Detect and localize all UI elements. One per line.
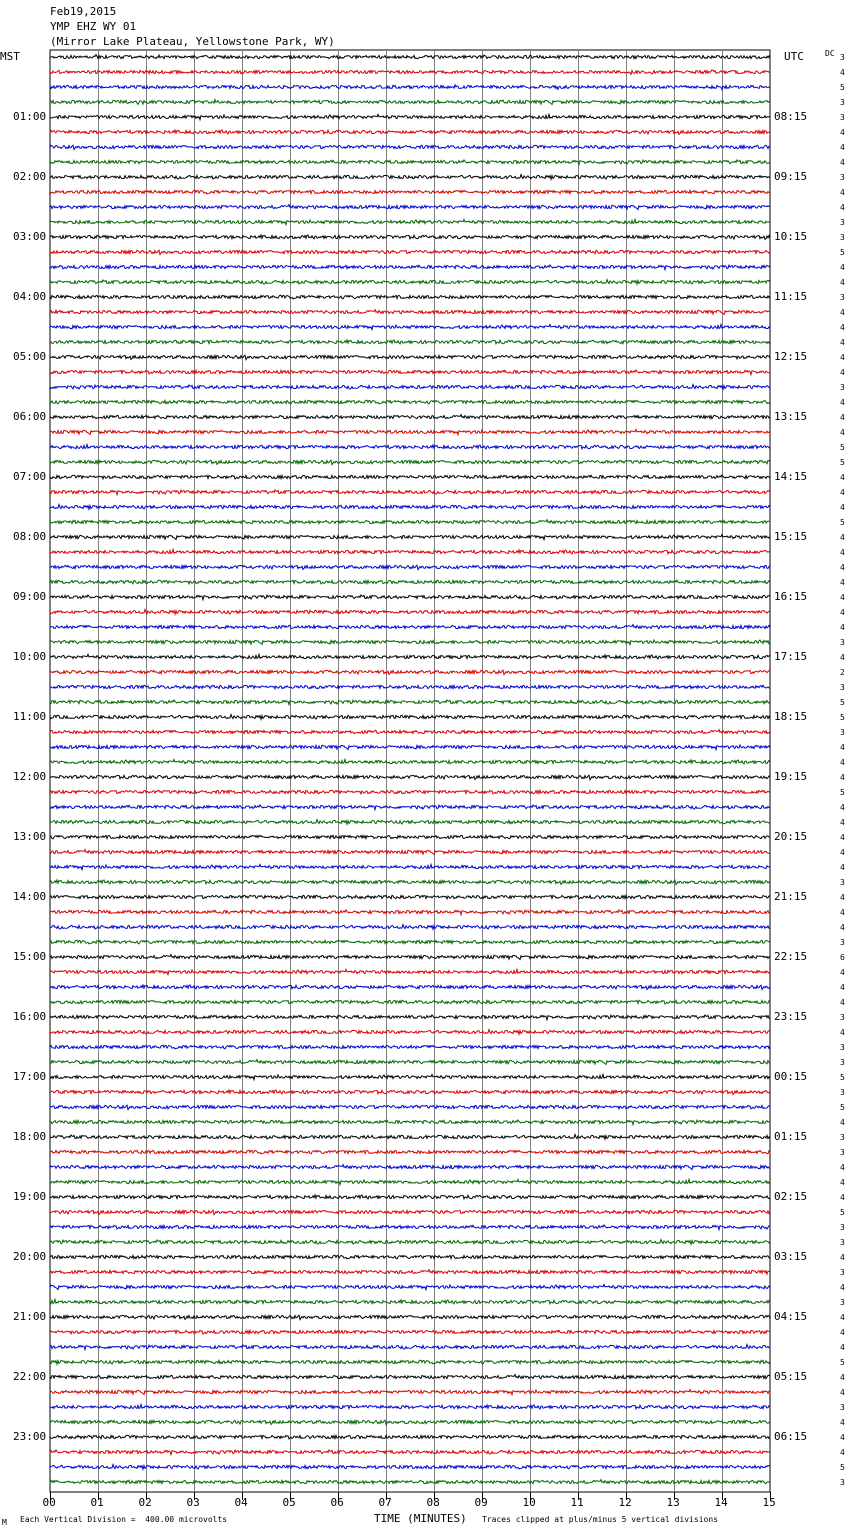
- left-hour-label: 06:00: [13, 410, 47, 423]
- trace-row-17: [50, 310, 770, 315]
- x-tick-label: 04: [234, 1496, 248, 1509]
- footer-mark: M: [2, 1518, 7, 1527]
- dc-value: 5: [840, 83, 845, 92]
- trace-row-94: [50, 1465, 770, 1470]
- trace-row-48: [50, 775, 770, 779]
- trace-row-57: [50, 910, 770, 915]
- dc-value: 4: [840, 923, 845, 932]
- trace-row-47: [50, 759, 770, 763]
- dc-value: 4: [840, 908, 845, 917]
- dc-value: 4: [840, 428, 845, 437]
- dc-value: 3: [840, 878, 845, 887]
- right-hour-label: 09:15: [774, 170, 808, 183]
- trace-row-33: [50, 549, 770, 553]
- date-title: Feb19,2015: [50, 5, 117, 18]
- trace-row-12: [50, 235, 770, 240]
- left-hour-label: 02:00: [13, 170, 47, 183]
- trace-row-50: [50, 805, 770, 810]
- trace-row-30: [50, 505, 770, 510]
- trace-row-77: [50, 1210, 770, 1214]
- trace-row-4: [50, 114, 770, 119]
- dc-value: 3: [840, 1148, 845, 1157]
- trace-row-32: [50, 534, 770, 539]
- x-tick-label: 10: [522, 1496, 536, 1509]
- trace-row-67: [50, 1060, 770, 1065]
- trace-row-10: [50, 205, 770, 210]
- dc-value: 5: [840, 1103, 845, 1112]
- trace-row-20: [50, 355, 770, 359]
- trace-row-39: [50, 640, 770, 645]
- dc-label: DC: [825, 49, 835, 58]
- trace-row-69: [50, 1090, 770, 1095]
- dc-value: 4: [840, 578, 845, 587]
- dc-value: 4: [840, 1193, 845, 1202]
- right-hour-label: 00:15: [774, 1070, 808, 1083]
- dc-value: 4: [840, 263, 845, 272]
- dc-value: 4: [840, 1373, 845, 1382]
- trace-row-6: [50, 145, 770, 149]
- trace-row-38: [50, 625, 770, 629]
- trace-row-56: [50, 895, 770, 899]
- dc-value: 3: [840, 53, 845, 62]
- trace-row-55: [50, 880, 770, 885]
- dc-value: 3: [840, 1133, 845, 1142]
- dc-value: 4: [840, 533, 845, 542]
- dc-value: 4: [840, 743, 845, 752]
- dc-value: 5: [840, 1073, 845, 1082]
- dc-value: 4: [840, 1448, 845, 1457]
- dc-value: 4: [840, 143, 845, 152]
- trace-row-42: [50, 685, 770, 689]
- trace-row-23: [50, 400, 770, 404]
- dc-value: 3: [840, 173, 845, 182]
- dc-value: 4: [840, 203, 845, 212]
- clip-note: Traces clipped at plus/minus 5 vertical divisions: [482, 1515, 719, 1524]
- dc-value: 5: [840, 1463, 845, 1472]
- trace-row-41: [50, 670, 770, 674]
- dc-value: 3: [840, 293, 845, 302]
- right-axis-label: UTC: [784, 50, 804, 63]
- dc-value: 4: [840, 473, 845, 482]
- left-hour-label: 19:00: [13, 1190, 47, 1203]
- dc-value: 4: [840, 278, 845, 287]
- trace-row-53: [50, 850, 770, 855]
- right-hour-label: 14:15: [774, 470, 808, 483]
- left-hour-label: 14:00: [13, 890, 47, 903]
- trace-row-59: [50, 940, 770, 944]
- trace-row-85: [50, 1330, 770, 1334]
- dc-value: 4: [840, 1118, 845, 1127]
- dc-value: 4: [840, 848, 845, 857]
- trace-row-70: [50, 1105, 770, 1109]
- dc-value: 4: [840, 548, 845, 557]
- x-tick-label: 15: [762, 1496, 776, 1509]
- dc-value: 5: [840, 1358, 845, 1367]
- dc-value: 4: [840, 653, 845, 662]
- right-hour-label: 10:15: [774, 230, 808, 243]
- right-hour-label: 22:15: [774, 950, 808, 963]
- dc-value: 4: [840, 68, 845, 77]
- dc-value: 5: [840, 788, 845, 797]
- right-hour-label: 23:15: [774, 1010, 808, 1023]
- right-hour-label: 12:15: [774, 350, 808, 363]
- right-hour-label: 02:15: [774, 1190, 808, 1203]
- left-hour-label: 10:00: [13, 650, 47, 663]
- dc-value: 5: [840, 443, 845, 452]
- dc-value: 4: [840, 368, 845, 377]
- trace-row-79: [50, 1240, 770, 1245]
- trace-row-80: [50, 1255, 770, 1259]
- x-tick-label: 07: [378, 1496, 392, 1509]
- x-tick-label: 06: [330, 1496, 344, 1509]
- trace-row-1: [50, 70, 770, 75]
- x-tick-label: 11: [570, 1496, 584, 1509]
- trace-row-34: [50, 565, 770, 569]
- dc-value: 3: [840, 1268, 845, 1277]
- dc-value: 4: [840, 608, 845, 617]
- dc-value: 4: [840, 893, 845, 902]
- dc-value: 3: [840, 1478, 845, 1487]
- x-tick-label: 08: [426, 1496, 440, 1509]
- trace-row-54: [50, 864, 770, 869]
- left-hour-label: 16:00: [13, 1010, 47, 1023]
- dc-value: 4: [840, 398, 845, 407]
- left-axis-label: MST: [0, 50, 20, 63]
- dc-value: 3: [840, 383, 845, 392]
- trace-row-66: [50, 1045, 770, 1049]
- station-title: YMP EHZ WY 01: [50, 20, 137, 33]
- right-hour-label: 16:15: [774, 590, 808, 603]
- x-tick-label: 01: [90, 1496, 104, 1509]
- dc-value: 4: [840, 863, 845, 872]
- trace-row-46: [50, 745, 770, 750]
- left-hour-label: 22:00: [13, 1370, 47, 1383]
- right-hour-label: 01:15: [774, 1130, 808, 1143]
- dc-value: 5: [840, 698, 845, 707]
- right-hour-label: 20:15: [774, 830, 808, 843]
- trace-row-60: [50, 955, 770, 960]
- trace-row-92: [50, 1435, 770, 1439]
- trace-row-40: [50, 654, 770, 658]
- trace-row-72: [50, 1135, 770, 1140]
- dc-value: 4: [840, 1253, 845, 1262]
- dc-value: 3: [840, 1298, 845, 1307]
- x-tick-label: 14: [714, 1496, 728, 1509]
- trace-row-29: [50, 490, 770, 495]
- dc-value: 4: [840, 1178, 845, 1187]
- dc-value: 4: [840, 488, 845, 497]
- dc-value: 4: [840, 1328, 845, 1337]
- trace-row-35: [50, 580, 770, 584]
- dc-value: 4: [840, 833, 845, 842]
- dc-value: 5: [840, 518, 845, 527]
- dc-value: 3: [840, 1403, 845, 1412]
- dc-value: 3: [840, 938, 845, 947]
- x-tick-label: 13: [666, 1496, 680, 1509]
- left-hour-label: 17:00: [13, 1070, 47, 1083]
- left-hour-label: 13:00: [13, 830, 47, 843]
- dc-value: 4: [840, 1388, 845, 1397]
- trace-row-63: [50, 1000, 770, 1004]
- right-hour-label: 11:15: [774, 290, 808, 303]
- dc-value: 4: [840, 1028, 845, 1037]
- dc-value: 4: [840, 1343, 845, 1352]
- trace-row-22: [50, 385, 770, 390]
- dc-value: 5: [840, 1208, 845, 1217]
- trace-row-62: [50, 985, 770, 990]
- trace-row-82: [50, 1284, 770, 1289]
- right-hour-label: 13:15: [774, 410, 808, 423]
- dc-value: 3: [840, 1058, 845, 1067]
- left-hour-label: 20:00: [13, 1250, 47, 1263]
- trace-row-3: [50, 100, 770, 105]
- trace-row-7: [50, 160, 770, 165]
- trace-row-51: [50, 820, 770, 825]
- dc-value: 5: [840, 713, 845, 722]
- trace-row-37: [50, 610, 770, 615]
- trace-row-28: [50, 475, 770, 479]
- trace-row-58: [50, 925, 770, 930]
- left-hour-label: 23:00: [13, 1430, 47, 1443]
- x-tick-label: 00: [42, 1496, 56, 1509]
- seismic-traces: [50, 55, 770, 1484]
- trace-row-24: [50, 415, 770, 419]
- trace-row-91: [50, 1420, 770, 1424]
- trace-row-64: [50, 1015, 770, 1020]
- left-hour-label: 01:00: [13, 110, 47, 123]
- dc-value: 4: [840, 128, 845, 137]
- trace-row-15: [50, 280, 770, 285]
- trace-row-73: [50, 1150, 770, 1154]
- dc-value: 4: [840, 1313, 845, 1322]
- trace-row-18: [50, 324, 770, 329]
- trace-row-84: [50, 1315, 770, 1319]
- dc-value: 3: [840, 728, 845, 737]
- trace-row-9: [50, 190, 770, 194]
- dc-value: 4: [840, 803, 845, 812]
- trace-row-27: [50, 460, 770, 464]
- trace-row-65: [50, 1030, 770, 1035]
- dc-value: 3: [840, 218, 845, 227]
- left-hour-label: 11:00: [13, 710, 47, 723]
- trace-row-8: [50, 175, 770, 180]
- right-hour-label: 05:15: [774, 1370, 808, 1383]
- right-hour-label: 18:15: [774, 710, 808, 723]
- left-hour-label: 18:00: [13, 1130, 47, 1143]
- x-tick-label: 02: [138, 1496, 152, 1509]
- scale-note: Each Vertical Division = 400.00 microvolts: [20, 1515, 228, 1524]
- dc-value: 4: [840, 353, 845, 362]
- dc-value: 4: [840, 773, 845, 782]
- trace-row-61: [50, 969, 770, 974]
- right-hour-label: 03:15: [774, 1250, 808, 1263]
- dc-value: 4: [840, 623, 845, 632]
- dc-value: 4: [840, 758, 845, 767]
- trace-row-44: [50, 715, 770, 720]
- trace-row-76: [50, 1195, 770, 1199]
- x-tick-label: 05: [282, 1496, 296, 1509]
- dc-value: 4: [840, 503, 845, 512]
- dc-value: 3: [840, 683, 845, 692]
- trace-row-90: [50, 1404, 770, 1408]
- right-hour-label: 17:15: [774, 650, 808, 663]
- dc-value: 4: [840, 1163, 845, 1172]
- left-hour-label: 15:00: [13, 950, 47, 963]
- dc-value: 6: [840, 953, 845, 962]
- x-tick-label: 12: [618, 1496, 632, 1509]
- dc-value: 4: [840, 413, 845, 422]
- right-hour-label: 21:15: [774, 890, 808, 903]
- left-hour-label: 05:00: [13, 350, 47, 363]
- dc-value: 3: [840, 1013, 845, 1022]
- x-axis-ticks: [51, 1492, 771, 1500]
- left-hour-label: 04:00: [13, 290, 47, 303]
- trace-row-49: [50, 790, 770, 794]
- left-hour-label: 07:00: [13, 470, 47, 483]
- trace-row-86: [50, 1345, 770, 1350]
- trace-row-11: [50, 219, 770, 224]
- dc-value: 4: [840, 818, 845, 827]
- right-hour-label: 06:15: [774, 1430, 808, 1443]
- dc-value: 4: [840, 1283, 845, 1292]
- x-tick-label: 09: [474, 1496, 488, 1509]
- trace-row-87: [50, 1360, 770, 1364]
- dc-value: 4: [840, 983, 845, 992]
- trace-row-43: [50, 700, 770, 705]
- trace-row-83: [50, 1299, 770, 1303]
- dc-value: 4: [840, 593, 845, 602]
- right-hour-label: 19:15: [774, 770, 808, 783]
- trace-row-5: [50, 130, 770, 135]
- trace-row-52: [50, 835, 770, 839]
- trace-row-13: [50, 250, 770, 254]
- dc-value: 4: [840, 338, 845, 347]
- dc-value: 3: [840, 1223, 845, 1232]
- trace-row-2: [50, 85, 770, 90]
- trace-row-36: [50, 595, 770, 600]
- left-hour-label: 03:00: [13, 230, 47, 243]
- right-hour-label: 08:15: [774, 110, 808, 123]
- location-title: (Mirror Lake Plateau, Yellowstone Park, WY): [50, 35, 335, 48]
- left-hour-label: 21:00: [13, 1310, 47, 1323]
- left-hour-label: 12:00: [13, 770, 47, 783]
- trace-row-31: [50, 520, 770, 524]
- trace-row-75: [50, 1179, 770, 1184]
- trace-row-78: [50, 1225, 770, 1230]
- dc-value: 4: [840, 158, 845, 167]
- left-hour-label: 08:00: [13, 530, 47, 543]
- dc-value: 5: [840, 458, 845, 467]
- trace-row-71: [50, 1120, 770, 1125]
- trace-row-0: [50, 55, 770, 59]
- trace-row-16: [50, 295, 770, 299]
- trace-row-88: [50, 1375, 770, 1379]
- trace-row-45: [50, 730, 770, 734]
- trace-row-81: [50, 1270, 770, 1275]
- dc-value: 4: [840, 188, 845, 197]
- dc-value: 3: [840, 113, 845, 122]
- dc-value: 2: [840, 668, 845, 677]
- right-hour-label: 15:15: [774, 530, 808, 543]
- dc-value: 4: [840, 308, 845, 317]
- trace-row-14: [50, 265, 770, 270]
- dc-value: 3: [840, 1088, 845, 1097]
- trace-row-93: [50, 1450, 770, 1455]
- dc-value: 3: [840, 98, 845, 107]
- right-hour-label: 04:15: [774, 1310, 808, 1323]
- trace-row-26: [50, 444, 770, 448]
- left-hour-label: 09:00: [13, 590, 47, 603]
- trace-row-19: [50, 340, 770, 344]
- dc-value: 4: [840, 1418, 845, 1427]
- dc-value: 4: [840, 998, 845, 1007]
- trace-row-74: [50, 1165, 770, 1170]
- dc-value: 3: [840, 233, 845, 242]
- dc-value: 5: [840, 248, 845, 257]
- dc-value: 4: [840, 1433, 845, 1442]
- trace-row-95: [50, 1480, 770, 1484]
- dc-value: 3: [840, 638, 845, 647]
- trace-row-68: [50, 1074, 770, 1079]
- x-axis-title: TIME (MINUTES): [374, 1512, 467, 1525]
- x-tick-label: 03: [186, 1496, 200, 1509]
- trace-row-25: [50, 429, 770, 434]
- trace-row-21: [50, 370, 770, 375]
- dc-value: 4: [840, 563, 845, 572]
- trace-row-89: [50, 1389, 770, 1394]
- dc-value: 4: [840, 968, 845, 977]
- dc-value: 3: [840, 1043, 845, 1052]
- dc-value: 4: [840, 323, 845, 332]
- dc-value: 3: [840, 1238, 845, 1247]
